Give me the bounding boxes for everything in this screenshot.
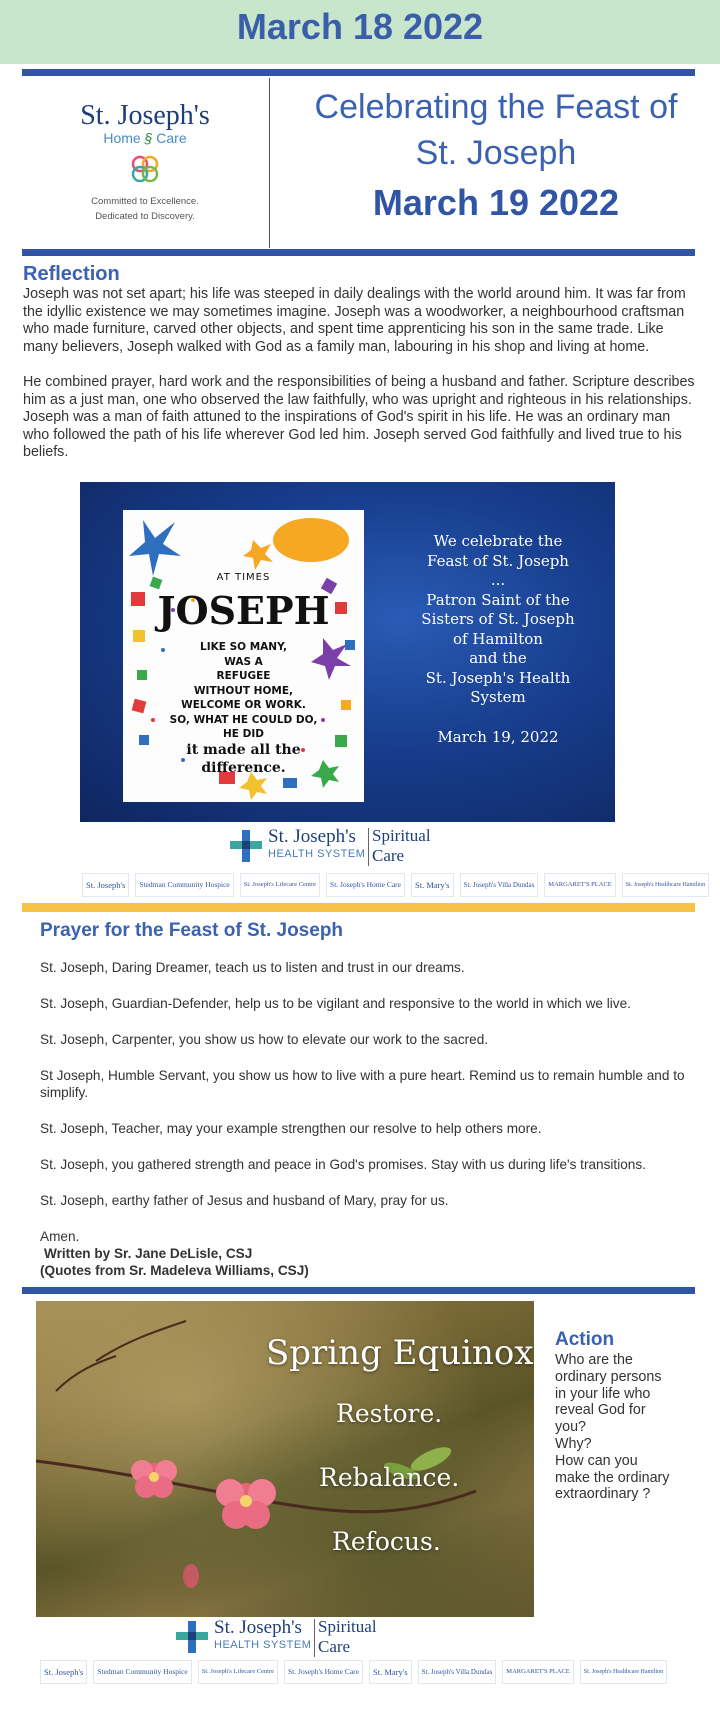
prayer-line: St. Joseph, Guardian-Defender, help us to be vigilant and responsive to the world in which we live. [40, 996, 631, 1011]
knot-icon [128, 152, 162, 186]
partner-logo: Stedman Community Hospice [93, 1660, 191, 1684]
sj-spiritual: Spiritual [372, 826, 431, 845]
poster-line: REFUGEE [216, 670, 271, 682]
partner-logo: MARGARET'S PLACE [502, 1660, 573, 1684]
action-heading: Action [555, 1329, 615, 1350]
reflection-paragraph-2: He combined prayer, hard work and the responsibilities of being a husband and father. Scripture describes him as a just man, one who observed the law faithfully, who was upright and righteous in his relationships. Joseph was a man of faith attuned to the inspirations of God's spirit in his life. He was an ordinary man who followed the path of his life wherever God led him. Joseph served God faithfully and lived true to his beliefs. [23, 374, 695, 460]
sj-spiritual-care [318, 1617, 377, 1657]
sj-divider [368, 828, 369, 866]
action-line: extraordinary ? [555, 1486, 651, 1503]
prayer-quotes: (Quotes from Sr. Madeleva Williams, CSJ) [40, 1263, 309, 1278]
sj-name: St. Joseph's [268, 826, 356, 847]
cross-icon [176, 1621, 210, 1653]
caption-line: and the [469, 649, 527, 667]
feast-date: March 19 2022 [372, 182, 620, 223]
partner-logo: St. Joseph's Villa Dundas [460, 873, 539, 897]
partner-logo: MARGARET'S PLACE [544, 873, 615, 897]
action-line: Who are the [555, 1352, 633, 1368]
sj-spiritual: Spiritual [318, 1617, 377, 1636]
partner-logo: St. Joseph's Lifecare Centre [240, 873, 320, 897]
partner-logo: St. Mary's [369, 1660, 412, 1684]
date-banner [0, 0, 720, 64]
caption-line: System [470, 688, 526, 706]
title-line-1: Celebrating the Feast of [314, 88, 678, 126]
banner-caption [398, 532, 598, 747]
poster-end-2: difference. [201, 760, 286, 776]
action-line: reveal God for [555, 1402, 646, 1419]
sj-spiritual-care [372, 826, 431, 866]
logo-tagline-2: Dedicated to Discovery. [95, 211, 195, 222]
prayer-line: St. Joseph, you gathered strength and peace in God's promises. Stay with us during life's transitions. [40, 1157, 646, 1172]
poster-line: WAS A [224, 655, 263, 668]
header-divider [269, 78, 270, 248]
partner-logos-footer [40, 1659, 673, 1685]
prayer-line: St. Joseph, earthy father of Jesus and husband of Mary, pray for us. [40, 1193, 449, 1208]
logo-name: St. Joseph's [80, 100, 210, 131]
partner-logo: St. Joseph's Lifecare Centre [198, 1660, 278, 1684]
poster-joseph: JOSEPH [157, 588, 330, 633]
spring-rebalance: Rebalance. [319, 1463, 460, 1492]
spring-refocus: Refocus. [332, 1527, 441, 1556]
partner-logo: St. Joseph's [82, 873, 129, 897]
title-line-2: St. Joseph [415, 134, 577, 172]
sj-health-system-logo-footer [176, 1617, 396, 1661]
partner-logos [82, 872, 715, 898]
action-line: ordinary persons [555, 1368, 662, 1385]
header-bottom-rule [22, 249, 695, 256]
sj-health-system: HEALTH SYSTEM [214, 1639, 312, 1651]
poster-line: HE DID [223, 728, 264, 740]
partner-logo: St. Joseph's Healthcare Hamilton [580, 1660, 667, 1684]
sj-divider [314, 1619, 315, 1657]
sj-name: St. Joseph's [214, 1617, 302, 1638]
caption-line: Patron Saint of the [426, 590, 570, 609]
poster-lines [123, 640, 364, 742]
caption-line: ... [490, 571, 506, 589]
prayer-line: St Joseph, Humble Servant, you show us how to live with a pure heart. Remind us to remain humble and to simplify. [40, 1068, 685, 1100]
poster-line: LIKE SO MANY, [200, 641, 287, 653]
caption-line: Feast of St. Joseph [427, 551, 569, 570]
spring-restore: Restore. [336, 1399, 443, 1428]
action-line: How can you [555, 1452, 638, 1469]
partner-logo: Stedman Community Hospice [135, 873, 233, 897]
sj-health-system-logo [230, 826, 450, 870]
logo-subtitle [22, 130, 268, 146]
home-care-logo [22, 78, 268, 248]
action-body [555, 1352, 710, 1503]
feast-banner-image [80, 482, 615, 822]
partner-logo: St. Joseph's [40, 1660, 87, 1684]
action-line: in your life who [555, 1385, 651, 1402]
logo-s-mark: § [144, 130, 153, 146]
logo-sub-home: Home [103, 130, 141, 146]
caption-line: St. Joseph's Health [425, 668, 571, 687]
caption-line: of Hamilton [453, 629, 543, 648]
reflection-paragraph-1: Joseph was not set apart; his life was steeped in daily dealings with the world around him. It was far from the idyllic existence we may sometimes imagine. Joseph was a woodworker, a neighbourhood craftsman who made furniture, carved other objects, and spent time apprenticing his son in the same trade. Like many believers, Joseph walked with God as a family man, labouring in his shop and living at home. [23, 286, 686, 355]
poster-end-1: it made all the [186, 742, 301, 758]
caption-line: We celebrate the [433, 532, 563, 550]
partner-logo: St. Joseph's Healthcare Hamilton [622, 873, 709, 897]
reflection-heading: Reflection [23, 263, 120, 285]
prayer-author: Written by Sr. Jane DeLisle, CSJ [44, 1246, 253, 1261]
logo-tagline-1: Committed to Excellence. [91, 196, 199, 207]
prayer-amen: Amen. [40, 1229, 80, 1244]
action-line: make the ordinary [555, 1469, 670, 1486]
partner-logo: St. Joseph's Villa Dundas [418, 1660, 497, 1684]
logo-sub-care: Care [156, 130, 187, 146]
poster-at-times: AT TIMES [216, 572, 271, 583]
prayer-line: St. Joseph, Teacher, may your example strengthen our resolve to help others more. [40, 1121, 542, 1136]
prayer-line: St. Joseph, Daring Dreamer, teach us to listen and trust in our dreams. [40, 960, 465, 975]
prayer-body [40, 959, 690, 1279]
partner-logo: St. Joseph's Home Care [284, 1660, 363, 1684]
partner-logo: St. Joseph's Home Care [326, 873, 405, 897]
prayer-top-rule [22, 903, 695, 912]
feast-title [272, 84, 720, 228]
header-top-rule [22, 69, 695, 76]
poster-line: WELCOME OR WORK. [181, 699, 306, 711]
newsletter-date: March 18 2022 [236, 6, 484, 47]
sj-health-system: HEALTH SYSTEM [268, 848, 366, 860]
caption-date: March 19, 2022 [437, 727, 559, 746]
cross-icon [230, 830, 264, 862]
spring-top-rule [22, 1287, 695, 1294]
sj-care: Care [372, 846, 405, 865]
sj-care: Care [318, 1637, 351, 1656]
spring-title: Spring Equinox [266, 1333, 534, 1373]
prayer-line: St. Joseph, Carpenter, you show us how to elevate our work to the sacred. [40, 1032, 489, 1047]
poster-line: SO, WHAT HE COULD DO, [169, 713, 318, 726]
caption-line: Sisters of St. Joseph [421, 610, 575, 628]
reflection-body [23, 286, 698, 480]
action-line: Why? [555, 1435, 592, 1452]
poster-line: WITHOUT HOME, [193, 684, 294, 697]
action-line: you? [555, 1419, 587, 1436]
joseph-poster [123, 510, 364, 802]
prayer-heading: Prayer for the Feast of St. Joseph [40, 920, 344, 941]
partner-logo: St. Mary's [411, 873, 454, 897]
spring-equinox-image [36, 1301, 534, 1617]
